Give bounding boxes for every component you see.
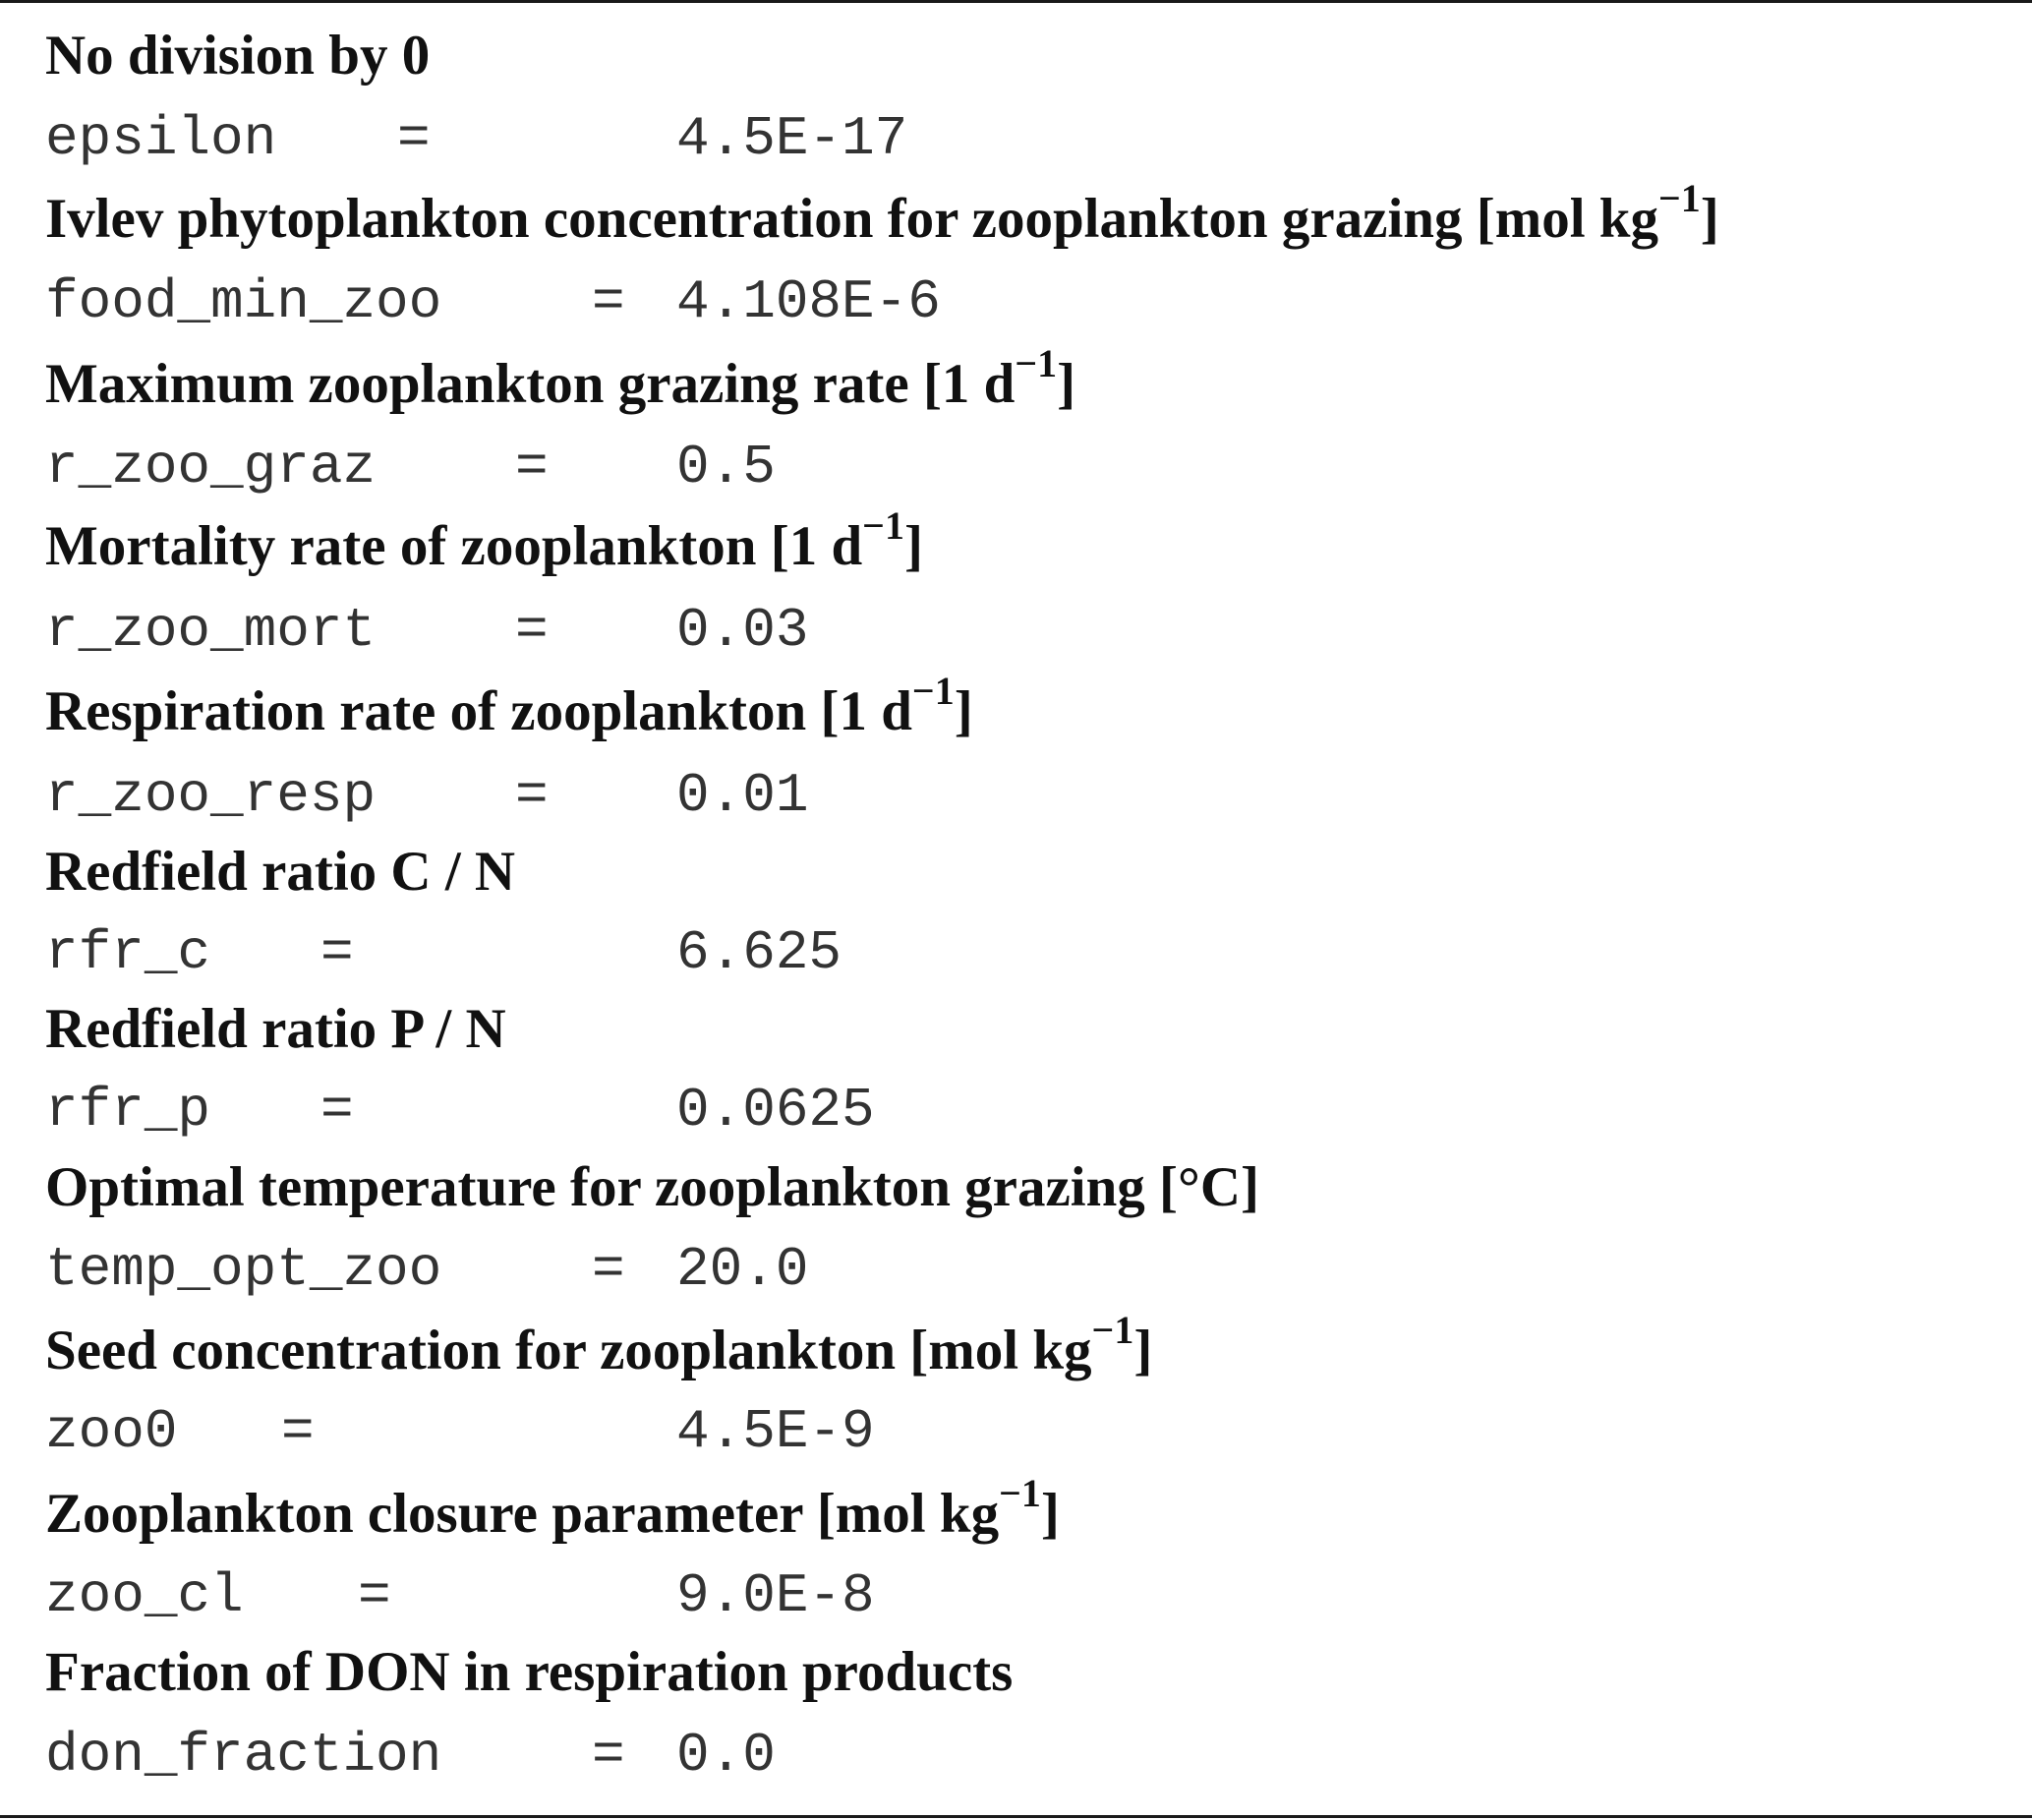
equals-sign: =: [592, 1238, 625, 1301]
param-description: Redfield ratio C / N: [45, 841, 516, 903]
param-value: 4.108E-6: [676, 270, 941, 333]
param-description: Maximum zooplankton grazing rate [1 $d^{-1}$]: [45, 341, 1076, 415]
param-description: Mortality rate of zooplankton [1 $d^{-1}$]: [45, 503, 923, 577]
param-description: Optimal temperature for zooplankton grazing [°C]: [45, 1156, 1259, 1218]
equals-sign: =: [281, 1400, 315, 1463]
param-description: Zooplankton closure parameter [mol $kg^{-1}$]: [45, 1471, 1060, 1545]
param-name: food_min_zoo: [45, 270, 442, 333]
equals-sign: =: [592, 270, 625, 333]
param-description: Redfield ratio P / N: [45, 998, 506, 1060]
param-name: zoo0: [45, 1400, 178, 1463]
param-description: Respiration rate of zooplankton [1 $d^{-1}$]: [45, 669, 973, 742]
param-name: epsilon: [45, 107, 277, 170]
equals-sign: =: [397, 107, 431, 170]
param-value: 0.01: [676, 764, 809, 827]
table-top-rule: [0, 0, 2032, 3]
table-bottom-rule: [0, 1815, 2032, 1818]
param-name: zoo_cl: [45, 1564, 244, 1627]
param-name: r_zoo_graz: [45, 436, 377, 499]
equals-sign: =: [515, 764, 549, 827]
param-value: 0.5: [676, 436, 776, 499]
param-value: 4.5E-9: [676, 1400, 875, 1463]
param-description: Fraction of DON in respiration products: [45, 1641, 1014, 1703]
equals-sign: =: [320, 1079, 354, 1142]
param-value: 0.0625: [676, 1079, 875, 1142]
equals-sign: =: [592, 1724, 625, 1787]
param-name: r_zoo_mort: [45, 599, 377, 662]
equals-sign: =: [320, 921, 354, 984]
equals-sign: =: [515, 436, 549, 499]
param-value: 6.625: [676, 921, 842, 984]
param-name: rfr_p: [45, 1079, 211, 1142]
equals-sign: =: [358, 1564, 391, 1627]
param-name: rfr_c: [45, 921, 211, 984]
param-name: r_zoo_resp: [45, 764, 377, 827]
param-value: 0.03: [676, 599, 809, 662]
equals-sign: =: [515, 599, 549, 662]
param-description: Ivlev phytoplankton concentration for zooplankton grazing [mol $kg^{-1}$]: [45, 176, 1719, 250]
param-description: No division by 0: [45, 25, 431, 87]
param-name: temp_opt_zoo: [45, 1238, 442, 1301]
param-value: 0.0: [676, 1724, 776, 1787]
param-description: Seed concentration for zooplankton [mol $kg^{-1}$]: [45, 1308, 1153, 1381]
param-value: 4.5E-17: [676, 107, 908, 170]
param-value: 9.0E-8: [676, 1564, 875, 1627]
param-name: don_fraction: [45, 1724, 442, 1787]
param-value: 20.0: [676, 1238, 809, 1301]
